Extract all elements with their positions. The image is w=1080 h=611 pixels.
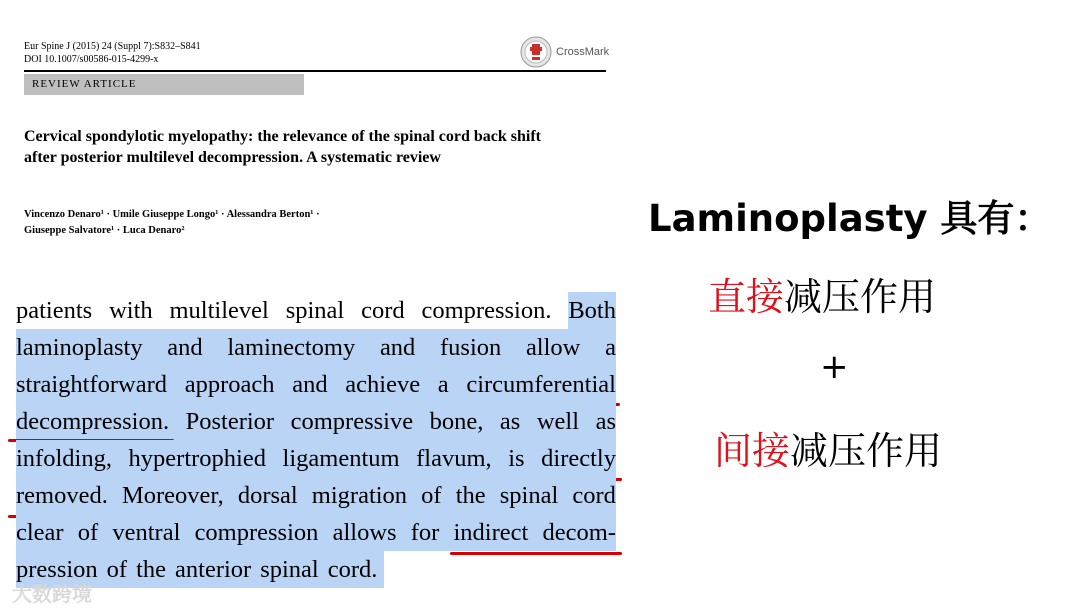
journal-volume: Eur Spine J (2015) 24 (Suppl 7):S832–S841	[24, 41, 201, 52]
excerpt-line	[16, 292, 616, 329]
excerpt-word: pression	[16, 556, 98, 583]
section-label: REVIEW ARTICLE	[32, 78, 137, 90]
excerpt-word: multilevel	[169, 297, 269, 324]
plus-sign: +	[820, 347, 849, 387]
excerpt-line-highlighted	[16, 477, 616, 514]
excerpt-word: achieve	[345, 371, 421, 398]
excerpt-word: patients	[16, 297, 93, 324]
excerpt-word: the	[455, 482, 486, 509]
excerpt-word: straightforward	[16, 371, 168, 398]
excerpt-word: hypertrophied	[128, 445, 266, 472]
excerpt-word: indirect	[453, 519, 529, 546]
excerpt-word: spinal	[260, 556, 319, 583]
excerpt-word: and	[379, 334, 416, 361]
excerpt-word: fusion	[440, 334, 502, 361]
journal-citation	[24, 40, 201, 66]
excerpt-word-highlighted: Both	[568, 292, 616, 329]
journal-doi: DOI 10.1007/s00586-015-4299-x	[24, 54, 159, 65]
excerpt-word: compression	[194, 519, 319, 546]
paper-title: Cervical spondylotic myelopathy: the relevance of the spinal cord back shift after posterior multilevel decompression. A systematic review	[24, 128, 542, 166]
watermark-text: 大数跨境	[12, 582, 92, 606]
excerpt-word: ventral	[112, 519, 181, 546]
excerpt-line-highlighted	[16, 403, 616, 440]
excerpt-word: migration	[311, 482, 408, 509]
direct-label-red: 直接	[708, 275, 785, 319]
excerpt-word: cord	[361, 297, 405, 324]
excerpt-word: circumferential	[466, 371, 616, 398]
excerpt-line-highlighted	[16, 514, 616, 551]
excerpt-word: flavum,	[416, 445, 492, 472]
excerpt-word: of	[106, 556, 128, 583]
excerpt-word: removed.	[16, 482, 108, 509]
direct-decompression-line	[708, 266, 936, 321]
excerpt-word: the	[136, 556, 167, 583]
excerpt-word: cord.	[327, 556, 378, 583]
excerpt-word: spinal	[285, 297, 345, 324]
excerpt-word: Posterior	[185, 408, 275, 435]
excerpt-word: Moreover,	[121, 482, 224, 509]
excerpt-word: and	[292, 371, 328, 398]
indirect-label-red: 间接	[714, 429, 791, 473]
excerpt-word: well	[536, 408, 580, 435]
excerpt-word: directly	[541, 445, 616, 472]
excerpt-word: clear	[16, 519, 64, 546]
header-rule	[24, 70, 606, 72]
author-line-1: Vincenzo Denaro¹ · Umile Giuseppe Longo¹ · Alessandra Berton¹ ·	[24, 209, 320, 220]
excerpt-line-highlighted	[16, 366, 616, 403]
excerpt-word: dorsal	[237, 482, 298, 509]
indirect-decompression-line	[714, 420, 942, 475]
excerpt-word: infolding,	[16, 445, 112, 472]
author-list	[24, 207, 384, 239]
crossmark-badge	[520, 36, 609, 68]
excerpt-word: as	[595, 408, 616, 435]
author-line-2: Giuseppe Salvatore¹ · Luca Denaro²	[24, 225, 185, 236]
slide-heading: Laminoplasty 具有：	[648, 197, 1052, 240]
excerpt-word: laminoplasty	[16, 334, 143, 361]
crossmark-icon	[520, 36, 552, 68]
excerpt-word: compressive	[290, 408, 414, 435]
excerpt-word: allows	[332, 519, 397, 546]
excerpt-word: decompression.	[16, 408, 170, 435]
direct-label-rest: 减压作用	[784, 275, 937, 319]
excerpt-paragraph	[16, 292, 616, 588]
excerpt-word: a	[437, 371, 449, 398]
excerpt-word: approach	[184, 371, 275, 398]
excerpt-word: compression.	[421, 297, 552, 324]
excerpt-word: of	[77, 519, 99, 546]
excerpt-word: and	[167, 334, 203, 361]
excerpt-word: cord	[572, 482, 616, 509]
excerpt-word: with	[109, 297, 153, 324]
underline-mark	[450, 552, 622, 555]
excerpt-line-highlighted	[16, 329, 616, 366]
excerpt-word: decom-	[542, 519, 616, 546]
excerpt-word: is	[508, 445, 525, 472]
excerpt-word: spinal	[499, 482, 559, 509]
indirect-label-rest: 减压作用	[790, 429, 943, 473]
excerpt-line-highlighted	[16, 440, 616, 477]
excerpt-word: ligamentum	[282, 445, 400, 472]
excerpt-word: anterior	[175, 556, 252, 583]
excerpt-word: allow	[525, 334, 581, 361]
excerpt-word: as	[499, 408, 521, 435]
excerpt-word: a	[605, 334, 616, 361]
crossmark-label: CrossMark	[556, 46, 610, 58]
excerpt-word: for	[410, 519, 440, 546]
excerpt-word: laminectomy	[227, 334, 356, 361]
excerpt-word: of	[421, 482, 442, 509]
excerpt-word: bone,	[429, 408, 484, 435]
